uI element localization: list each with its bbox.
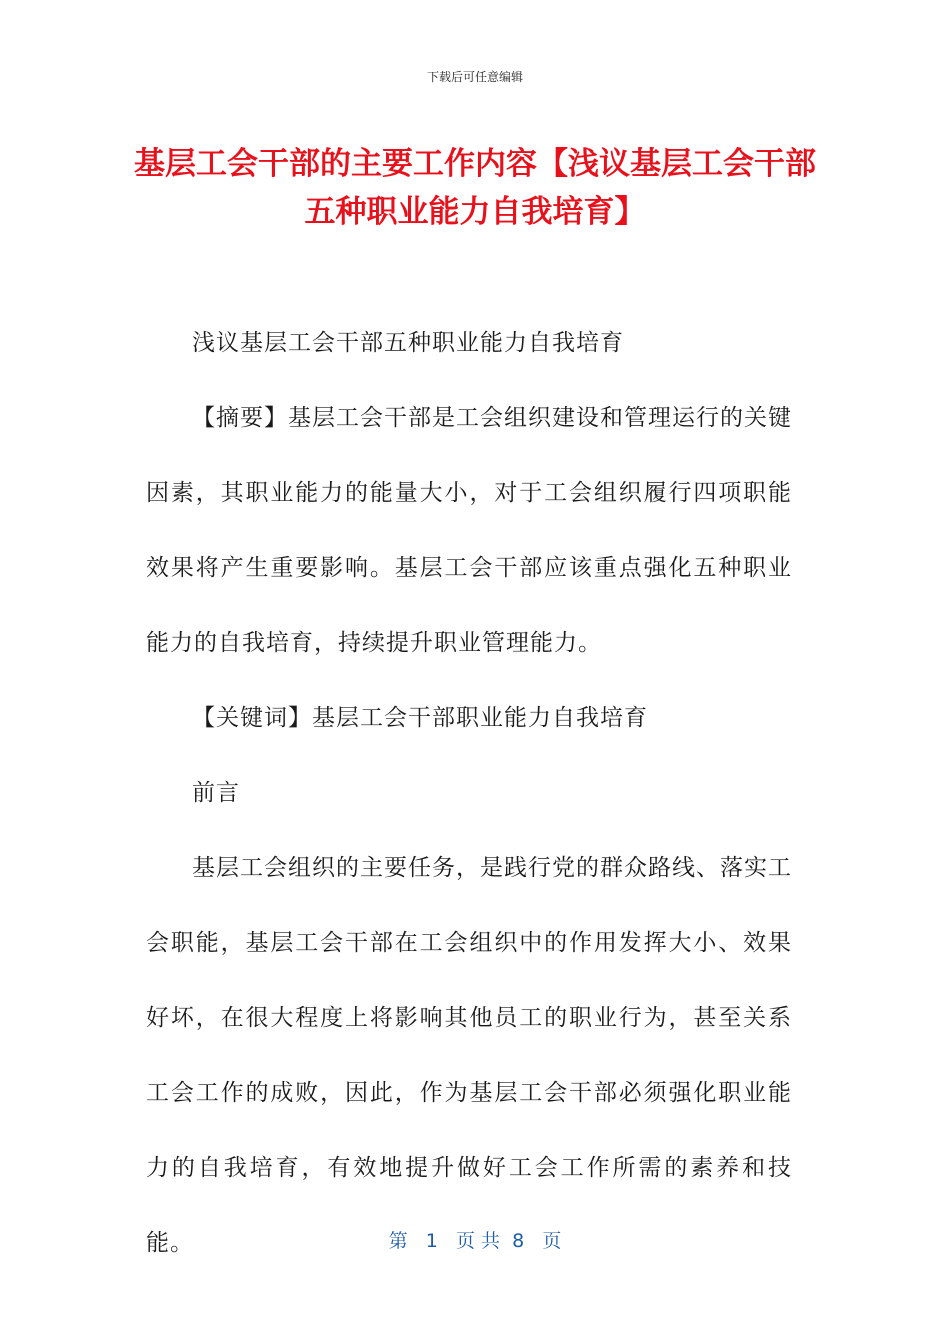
header-note: 下载后可任意编辑	[426, 70, 523, 84]
document-body	[146, 306, 792, 1281]
preface-heading: 前言	[192, 780, 240, 806]
abstract-paragraph: 【摘要】基层工会干部是工会组织建设和管理运行的关键因素，其职业能力的能量大小，对于工会组织履行四项职能效果将产生重要影响。基层工会干部应该重点强化五种职业能力的自我培育，持续提升职业管理能力。	[146, 405, 792, 656]
document-title: 基层工会干部的主要工作内容【浅议基层工会干部五种职业能力自我培育】	[134, 146, 816, 230]
subtitle-paragraph: 浅议基层工会干部五种职业能力自我培育	[192, 330, 624, 356]
keywords-paragraph: 【关键词】基层工会干部职业能力自我培育	[192, 705, 648, 731]
preface-paragraph: 基层工会组织的主要任务，是践行党的群众路线、落实工会职能，基层工会干部在工会组织中的作用发挥大小、效果好坏，在很大程度上将影响其他员工的职业行为，甚至关系工会工作的成败，因此，作为基层工会干部必须强化职业能力的自我培育，有效地提升做好工会工作所需的素养和技能。	[146, 855, 792, 1256]
page-number-footer: 第 1 页 共 8 页	[388, 1230, 562, 1252]
